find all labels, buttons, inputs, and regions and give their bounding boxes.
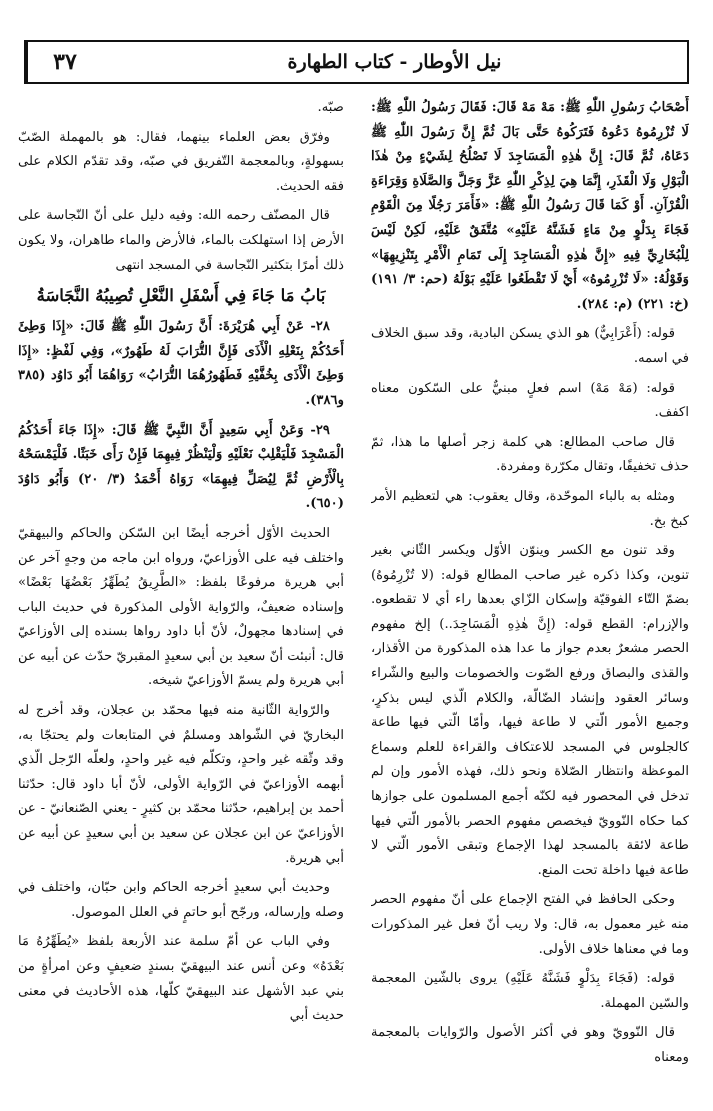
commentary-paragraph: قال النّوويّ وهو في أكثر الأصول والرّوايات بالمعجمة ومعناه [371,1025,689,1065]
hadith-29: ٢٩- وَعَنْ أَبِي سَعِيدٍ أَنَّ النَّبِيَّ ﷺ قَالَ: «إِذَا جَاءَ أَحَدُكُمُ الْمَسْجِدَ فَلْيَقْلِبْ نَعْلَيْهِ وَلْيَنْظُرْ فِيهِمَا فَإِنْ رَأَى خَبَثًا. فَلْيَمْسَحْهُ بِالْأَرْضِ ثُمَّ لِيُصَلِّ فِيهِمَا» رَوَاهُ أَحْمَدُ (٣/ ٢٠) وَأَبُو دَاوُدَ (٦٥٠). [18,422,344,512]
hadith-text: أَصْحَابُ رَسُولِ اللّٰهِ ﷺ: مَهْ مَهْ قَالَ: فَقَالَ رَسُولُ اللّٰهِ ﷺ: لَا تُزْرِمُوهُ دَعُوهُ فَتَرَكُوهُ حَتَّى بَالَ ثُمَّ إِنَّ رَسُولَ اللّٰهِ ﷺ دَعَاهُ، ثُمَّ قَالَ: إِنَّ هٰذِهِ الْمَسَاجِدَ لَا تَصْلُحُ لِشَيْءٍ مِنْ هٰذَا الْبَوْلِ وَلَا الْقَذَرِ، إِنَّمَا هِيَ لِذِكْرِ اللّٰهِ عَزَّ وَجَلَّ وَالصَّلَاةِ وَقِرَاءَةِ الْقُرْآنِ. أَوْ كَمَا قَالَ رَسُولُ اللّٰهِ ﷺ: «فَأَمَرَ رَجُلًا مِنَ الْقَوْمِ فَجَاءَ بِدَلْوٍ مِنْ مَاءٍ فَشَنَّهُ عَلَيْهِ» مُتَّفَقٌ عَلَيْهِ، لَكِنْ لَيْسَ لِلْبُخَارِيِّ فِيهِ «إِنَّ هٰذِهِ الْمَسَاجِدَ إِلَى تَمَامِ الْأَمْرِ بِتَنْزِيهِهَا» وَقَوْلُهُ: «لَا تُزْرِمُوهُ» أَيْ لَا تَقْطَعُوا عَلَيْهِ بَوْلَهُ (حم: ٣/ ١٩١) (خ: ٢٢١) (م: ٢٨٤). [371,100,689,312]
left-column [18,96,344,1105]
commentary-paragraph: قال صاحب المطالع: هي كلمة زجر أصلها ما هذا، ثمّ حذف تخفيفًا، وتقال مكرّرة ومفردة. [371,434,689,475]
running-title: نيل الأوطار - كتاب الطهارة [287,51,502,73]
commentary-paragraph: وفي الباب عن أمّ سلمة عند الأربعة بلفظ «يُطَهِّرُهُ مَا بَعْدَهُ» وعن أنس عند البيهقيّ بسندٍ ضعيفٍ وعن امرأةٍ من بني عبد الأشهل عند البيهقيّ كلّها، هذه الأحاديث في معنى حديث أبي [18,934,344,1024]
commentary-paragraph: ومثله به بالباء الموحّدة، وقال يعقوب: هي لتعظيم الأمر كبخ بخ. [371,488,689,529]
commentary-paragraph: قال المصنّف رحمه الله: وفيه دليل على أنّ النّجاسة على الأرض إذا استهلكت بالماء، فالأرض والماء طاهران، ولا يكون ذلك أمرًا بتكثير النّجاسة في المسجد انتهى [18,208,344,273]
right-column [371,96,689,1105]
commentary-paragraph: قوله: (فَجَاءَ بِدَلْوٍ فَشَنَّهُ عَلَيْهِ) يروى بالشّين المعجمة والسّين المهملة. [371,971,689,1011]
commentary-paragraph: وحكى الحافظ في الفتح الإجماع على أنّ مفهوم الحصر منه غير معمول به، قال: ولا ريب أنّ فعل غير المذكورات وما في معناها خلاف الأولى. [371,892,689,957]
page-number: ٣٧ [26,42,102,82]
commentary-paragraph: وحديث أبي سعيدٍ أخرجه الحاكم وابن حبّان، واختلف في وصله وإرساله، ورجّح أبو حاتمٍ في العلل الموصول. [18,880,344,920]
commentary-paragraph: قوله: (مَهْ مَهْ) اسم فعلٍ مبنيٌّ على السّكون معناه اكفف. [371,380,689,421]
commentary-paragraph: صبّه. [317,100,344,115]
commentary-paragraph: وقد تنون مع الكسر وينوّن الأوّل ويكسر الثّاني بغير تنوين، وكذا ذكره غير صاحب المطالع قوله: (لا تُزْرِمُوهُ) بضمّ التّاء الفوقيّة وإسكان الزّاي بعدها راء أي لا تقطعوه. والإزرام: القطع قوله: (إِنَّ هٰذِهِ الْمَسَاجِدَ..) إلخ مفهوم الحصر مشعرٌ بعدم جواز ما عدا هذه المذكورة من الأقذار، والقذى والبصاق ورفع الصّوت والخصومات والبيع والشّراء وسائر العقود وإنشاد الضّالّة، والكلام الّذي ليس بذكرٍ، وجميع الأمور الّتي لا طاعة فيها، وأمّا الّتي فيها طاعة كالجلوس في المسجد للاعتكاف والقراءة للعلم وسماع الموعظة وانتظار الصّلاة ونحو ذلك، فهذه الأمور وإن لم تدخل في المحصور فيه لكنّه أجمع المسلمون على جوازها كما حكاه النّوويّ فيخصص مفهوم الحصر بالأمور الّتي فيها طاعة لائقة بالمسجد لهذا الإجماع وتبقى الأمور الّتي لا طاعة فيها داخلة تحت المنع. [371,543,689,878]
chapter-heading: بَابُ مَا جَاءَ فِي أَسْفَلِ النَّعْلِ تُصِيبُهُ النَّجَاسَةُ [36,286,326,306]
page-header [24,40,689,84]
commentary-paragraph: قوله: (أَعْرَابِيٌّ) هو الذي يسكن البادية، وقد سبق الخلاف في اسمه. [371,326,689,366]
hadith-28: ٢٨- عَنْ أَبِي هُرَيْرَةَ: أَنَّ رَسُولَ اللّٰهِ ﷺ قَالَ: «إِذَا وَطِئَ أَحَدُكُمْ بِنَعْلِهِ الْأَذَى فَإِنَّ التُّرَابَ لَهُ طَهُورٌ»، وَفِي لَفْظٍ: «إِذَا وَطِئَ الْأَذَى بِخُفَّيْهِ فَطَهُورُهُمَا التُّرَابُ» رَوَاهُمَا أَبُو دَاوُد (٣٨٥ و٣٨٦). [18,319,344,408]
commentary-paragraph: والرّواية الثّانية منه فيها محمّد بن عجلان، وقد أخرج له البخاريّ في الشّواهد ومسلمٌ في المتابعات ولم يحتجّا به، وقد وثّقه غير واحدٍ، وتكلّم فيه غير واحدٍ، ولعلّه الرّجل الّذي أبهمه الأوزاعيّ في الرّواية الأولى، لأنّ أبا داود قال: حدّثنا أحمد بن إبراهيم، حدّثنا محمّد بن كثيرٍ - يعني الصّنعانيّ - عن الأوزاعيّ عن ابن عجلان عن سعيد بن أبي سعيدٍ عن أبيه عن أبي هريرة. [18,703,344,866]
commentary-paragraph: وفرّق بعض العلماء بينهما، فقال: هو بالمهملة الصّبّ بسهولةٍ، وبالمعجمة التّفريق في صبّه، وقد تقدّم الكلام على فقه الحديث. [18,129,344,194]
commentary-paragraph: الحديث الأوّل أخرجه أيضًا ابن السّكن والحاكم والبيهقيّ واختلف فيه على الأوزاعيّ، ورواه ابن ماجه من وجهٍ آخر عن أبي هريرة مرفوعًا بلفظ: «الطَّرِيقُ يُطَهِّرُ بَعْضُهَا بَعْضًا» وإسناده ضعيفٌ، والرّواية الأولى المذكورة في حديث الباب في إسنادها مجهولٌ، لأنّ أبا داود رواها بسنده إلى الأوزاعيّ قال: أنبئت أنّ سعيد بن أبي سعيدٍ المقبريّ حدّث عن أبيه عن أبي هريرة ولم يسمّ الأوزاعيّ شيخه. [18,525,344,689]
